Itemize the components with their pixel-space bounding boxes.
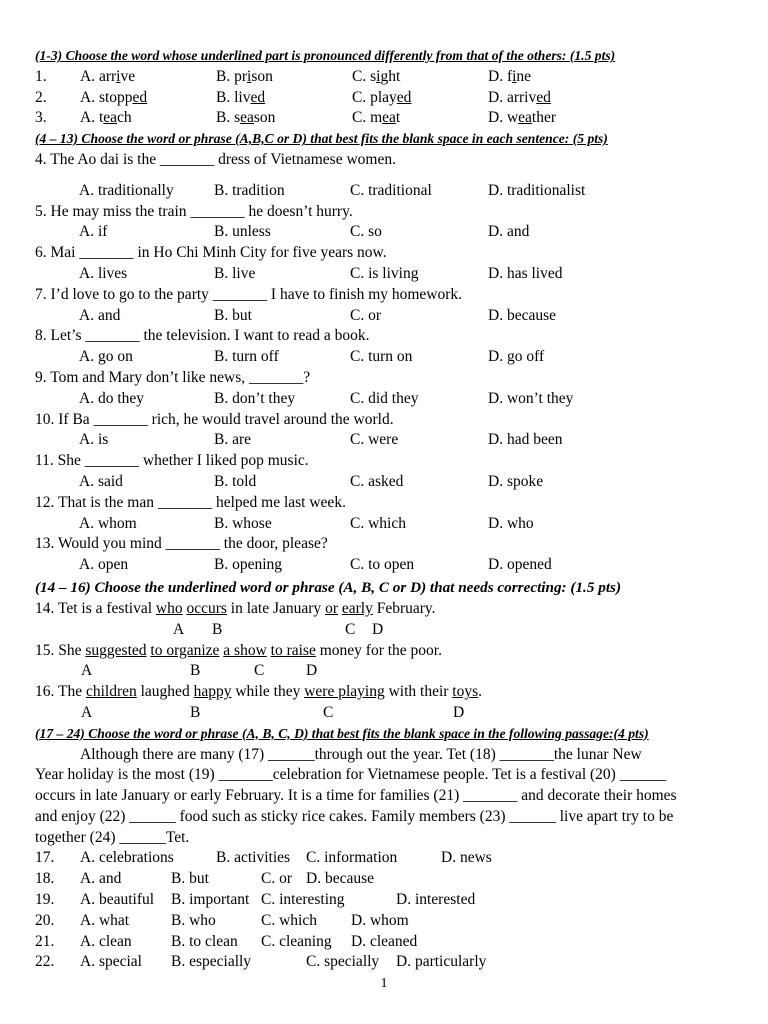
option-a: A. and	[79, 306, 121, 324]
letter-a: A	[173, 620, 185, 638]
letter-a: A	[81, 662, 93, 680]
letter-c: C	[323, 703, 334, 721]
passage-line: together (24) ______Tet.	[35, 828, 190, 846]
option-c: C. or	[261, 870, 292, 888]
option-b: B. whose	[214, 514, 272, 532]
option-b: B. prison	[216, 67, 273, 85]
question-1	[35, 67, 735, 88]
option-a: A. what	[80, 911, 130, 929]
question-number: 18.	[35, 870, 55, 888]
letter-d: D	[372, 620, 384, 638]
underlined-option-b: happy	[193, 683, 232, 701]
option-c: C. to open	[350, 556, 415, 574]
option-a: A. celebrations	[80, 849, 174, 867]
answer-options	[35, 430, 735, 451]
answer-options	[35, 389, 735, 410]
section4-heading: (17 – 24) Choose the word or phrase (A, B, C, D) that best fits the blank space in the following passage:(4 pts)	[35, 725, 649, 741]
question-stem: 12. That is the man _______ helped me last week.	[35, 493, 346, 511]
option-c: C. which	[261, 911, 317, 929]
question-14: 14. Tet is a festival who occurs in late January or early February.	[35, 599, 436, 617]
option-b: B. turn off	[214, 348, 279, 366]
option-c: C. turn on	[350, 348, 413, 366]
option-a: A. stopped	[80, 88, 148, 106]
section2-heading: (4 – 13) Choose the word or phrase (A,B,C or D) that best fits the blank space in each sentence: (5 pts)	[35, 131, 608, 147]
question-stem: 9. Tom and Mary don’t like news, _______?	[35, 368, 311, 386]
answer-row-17	[35, 848, 735, 869]
option-b: B. tradition	[214, 181, 285, 199]
option-d: D. had been	[488, 431, 563, 449]
option-a: A. do they	[79, 389, 145, 407]
option-d: D. opened	[488, 556, 552, 574]
option-b: B. activities	[216, 849, 291, 867]
option-d: D. spoke	[488, 472, 544, 490]
question-stem: 6. Mai _______ in Ho Chi Minh City for five years now.	[35, 244, 387, 262]
letter-c: C	[345, 620, 356, 638]
option-c: C. did they	[350, 389, 419, 407]
option-b: B. but	[171, 870, 209, 888]
underlined-option-c: a show	[223, 641, 267, 659]
letter-b: B	[212, 620, 223, 638]
question-number: 17.	[35, 849, 55, 867]
underlined-option-a: who	[155, 599, 183, 617]
option-d: D. because	[306, 870, 374, 888]
question-stem: 5. He may miss the train _______ he doesn’t hurry.	[35, 202, 353, 220]
option-b: B. season	[216, 109, 276, 127]
option-b: B. told	[214, 472, 257, 490]
question-number: 21.	[35, 932, 55, 950]
underlined-option-d: toys	[452, 683, 479, 701]
answer-options	[35, 347, 735, 368]
question-stem: 13. Would you mind _______ the door, please?	[35, 535, 328, 553]
answer-options	[35, 181, 735, 202]
option-a: A. special	[80, 953, 142, 971]
option-d: D. fine	[488, 67, 532, 85]
underlined-option-d: to raise	[270, 641, 316, 659]
option-b: B. are	[214, 431, 252, 449]
option-b: B. to clean	[171, 932, 238, 950]
option-d: D. who	[488, 514, 534, 532]
option-d: D. whom	[351, 911, 409, 929]
letter-b: B	[190, 703, 201, 721]
option-a: A. open	[79, 556, 129, 574]
option-c: C. information	[306, 849, 398, 867]
option-c: C. sight	[352, 67, 401, 85]
option-b: B. don’t they	[214, 389, 296, 407]
question-stem: 7. I’d love to go to the party _______ I have to finish my homework.	[35, 285, 463, 303]
option-d: D. interested	[396, 891, 476, 909]
option-a: A. lives	[79, 264, 128, 282]
question-2	[35, 88, 735, 109]
option-d: D. has lived	[488, 264, 563, 282]
answer-row-22	[35, 952, 735, 973]
option-d: D. traditionalist	[488, 181, 586, 199]
passage-line: and enjoy (22) ______ food such as sticky rice cakes. Family members (23) ______ live apart try to be	[35, 807, 674, 825]
underlined-option-a: children	[85, 683, 137, 701]
letter-d: D	[453, 703, 465, 721]
question-number: 20.	[35, 911, 55, 929]
answer-options	[35, 222, 735, 243]
section1-heading: (1-3) Choose the word whose underlined part is pronounced differently from that of the others: (1.5 pts)	[35, 48, 616, 63]
option-b: B. opening	[214, 556, 283, 574]
option-a: A. whom	[79, 514, 137, 532]
option-c: C. so	[350, 223, 382, 241]
underlined-option-b: to organize	[150, 641, 220, 659]
option-a: A. if	[79, 223, 108, 241]
option-c: C. interesting	[261, 891, 345, 909]
answer-options	[35, 514, 735, 535]
question-stem: 11. She _______ whether I liked pop music.	[35, 452, 309, 470]
passage-line: Year holiday is the most (19) _______celebration for Vietnamese people. Tet is a festival (20) ______	[35, 766, 667, 784]
option-b: B. unless	[214, 223, 271, 241]
underlined-option-b: occurs	[186, 599, 227, 617]
question-number: 2.	[35, 88, 47, 106]
worksheet-page	[35, 46, 735, 973]
question-stem: 10. If Ba _______ rich, he would travel around the world.	[35, 410, 394, 428]
option-c: C. is living	[350, 264, 419, 282]
option-a: A. teach	[80, 109, 132, 127]
question-15: 15. She suggested to organize a show to raise money for the poor.	[35, 641, 442, 659]
option-b: B. who	[171, 911, 216, 929]
answer-row-21	[35, 932, 735, 953]
option-c: C. traditional	[350, 181, 432, 199]
underlined-option-c: were playing	[304, 683, 385, 701]
section3-heading: (14 – 16) Choose the underlined word or phrase (A, B, C or D) that needs correcting: (1.5 pts)	[35, 578, 622, 596]
option-letters	[35, 661, 735, 682]
option-d: D. arrived	[488, 88, 551, 106]
option-b: B. live	[214, 264, 256, 282]
question-number: 1.	[35, 67, 47, 85]
option-a: A. and	[80, 870, 122, 888]
underlined-option-c: or	[325, 599, 338, 617]
answer-options	[35, 555, 735, 576]
option-a: A. arrive	[80, 67, 136, 85]
letter-c: C	[254, 662, 265, 680]
option-d: D. weather	[488, 109, 557, 127]
option-a: A. beautiful	[80, 891, 155, 909]
option-letters	[35, 703, 735, 724]
passage-line: occurs in late January or early February. It is a time for families (21) _______ and decorate their homes	[35, 787, 677, 805]
option-c: C. played	[352, 88, 412, 106]
option-d: D. because	[488, 306, 556, 324]
question-stem: 4. The Ao dai is the _______ dress of Vietnamese women.	[35, 150, 396, 168]
option-d: D. and	[488, 223, 530, 241]
question-number: 19.	[35, 891, 55, 909]
option-c: C. or	[350, 306, 381, 324]
letter-b: B	[190, 662, 201, 680]
option-d: D. particularly	[396, 953, 487, 971]
option-a: A. said	[79, 472, 123, 490]
option-b: B. especially	[171, 953, 252, 971]
option-d: D. go off	[488, 348, 545, 366]
option-c: C. meat	[352, 109, 401, 127]
answer-options	[35, 264, 735, 285]
question-number: 22.	[35, 953, 55, 971]
option-c: C. which	[350, 514, 406, 532]
option-a: A. traditionally	[79, 181, 174, 199]
question-number: 3.	[35, 109, 47, 127]
question-3	[35, 108, 735, 129]
option-d: D. won’t they	[488, 389, 574, 407]
underlined-option-a: suggested	[85, 641, 147, 659]
option-a: A. go on	[79, 348, 133, 366]
letter-d: D	[306, 662, 318, 680]
answer-row-18	[35, 869, 735, 890]
option-a: A. is	[79, 431, 109, 449]
option-a: A. clean	[80, 932, 132, 950]
answer-options	[35, 306, 735, 327]
option-c: C. were	[350, 431, 399, 449]
answer-options	[35, 472, 735, 493]
option-d: D. cleaned	[351, 932, 418, 950]
option-c: C. specially	[306, 953, 380, 971]
page-number: 1	[380, 976, 388, 991]
option-b: B. lived	[216, 88, 266, 106]
option-c: C. asked	[350, 472, 404, 490]
option-b: B. but	[214, 306, 252, 324]
option-b: B. important	[171, 891, 250, 909]
answer-row-19	[35, 890, 735, 911]
underlined-option-d: early	[341, 599, 373, 617]
option-c: C. cleaning	[261, 932, 332, 950]
letter-a: A	[81, 703, 93, 721]
option-d: D. news	[441, 849, 492, 867]
option-letters	[35, 620, 735, 641]
answer-row-20	[35, 911, 735, 932]
question-stem: 8. Let’s _______ the television. I want to read a book.	[35, 327, 370, 345]
passage-line: Although there are many (17) ______through out the year. Tet (18) _______the lunar New	[80, 745, 642, 763]
question-16: 16. The children laughed happy while they were playing with their toys.	[35, 683, 483, 701]
